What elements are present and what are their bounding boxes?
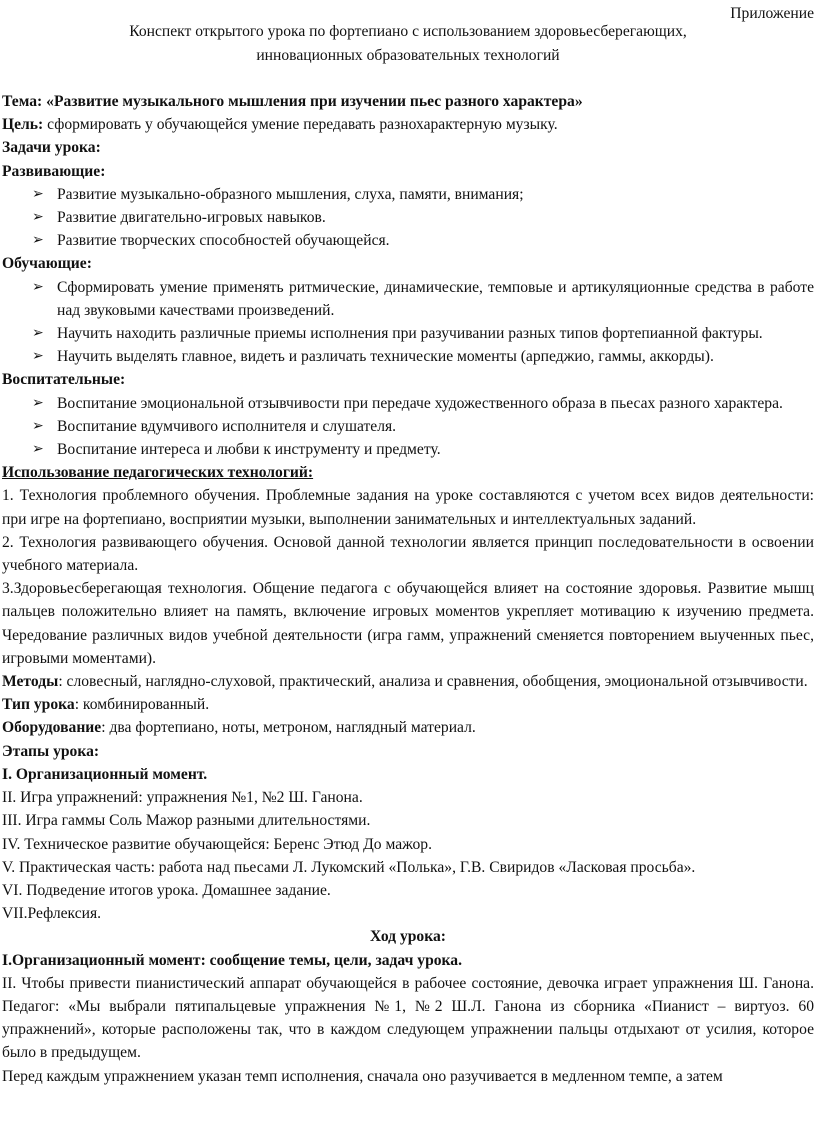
stage-item: III. Игра гаммы Соль Мажор разными длительностями. xyxy=(2,812,371,830)
stages-heading: Этапы урока: xyxy=(2,742,100,760)
title-line-1: Конспект открытого урока по фортепиано с использованием здоровьесберегающих, xyxy=(129,23,687,40)
topic-label: Тема: xyxy=(2,93,43,110)
technology-paragraph-2: 2. Технология развивающего обучения. Основой данной технологии является принцип последовательности в освоении учебного материала. xyxy=(2,533,814,575)
developing-heading: Развивающие: xyxy=(2,162,106,180)
technology-paragraph-1: 1. Технология проблемного обучения. Проблемные задания на уроке составляются с учетом всех видов деятельности: при игре на фортепиано, восприятии музыки, выполнении занимательных и интеллектуальных заданий. xyxy=(2,487,814,528)
course-paragraph-1: II. Чтобы привести пианистический аппарат обучающейся в рабочее состояние, девочка играет упражнения Ш. Ганона. Педагог: «Мы выбрали пятипальцевые упражнения №1, №2 Ш.Л. Ганона из сборника «Пианист – виртуоз. 60 упражнений», которые расположены так, что в каждом следующем упражнении пальцы отдыхают от усилия, которое было в предыдущем. xyxy=(2,974,814,1062)
list-item: ➢ Научить выделять главное, видеть и различать технические моменты (арпеджио, гаммы, аккорды). xyxy=(2,345,814,368)
course-heading: Ход урока: xyxy=(370,928,446,946)
upbringing-heading: Воспитательные: xyxy=(2,371,126,389)
course-stage-1: I.Организационный момент: сообщение темы, цели, задач урока. xyxy=(2,951,462,969)
lesson-type-text: : комбинированный. xyxy=(74,696,210,714)
arrow-bullet-icon: ➢ xyxy=(32,441,44,458)
lesson-type-label: Тип урока xyxy=(2,696,75,714)
stage-1: I. Организационный момент. xyxy=(2,765,208,783)
document-title xyxy=(0,20,816,67)
list-item: ➢ Научить находить различные приемы исполнения при разучивании разных типов фортепианной фактуры. xyxy=(2,322,814,345)
stage-item: IV. Техническое развитие обучающейся: Беренс Этюд До мажор. xyxy=(2,835,432,853)
topic-line xyxy=(2,90,814,113)
methods-label: Методы xyxy=(2,673,59,691)
arrow-bullet-icon: ➢ xyxy=(32,325,44,342)
list-item: ➢ Воспитание интереса и любви к инструменту и предмету. xyxy=(2,438,814,461)
teaching-list xyxy=(2,276,814,369)
equipment-text: : два фортепиано, ноты, метроном, наглядный материал. xyxy=(101,719,476,737)
course-paragraph-2: Перед каждым упражнением указан темп исполнения, сначала оно разучивается в медленном темпе, а затем xyxy=(2,1067,723,1085)
arrow-bullet-icon: ➢ xyxy=(32,394,44,411)
equipment-label: Оборудование xyxy=(2,719,102,737)
arrow-bullet-icon: ➢ xyxy=(32,417,44,434)
lesson-type-line xyxy=(2,693,814,716)
title-line-2: инновационных образовательных технологий xyxy=(256,46,560,64)
equipment-line xyxy=(2,716,814,739)
stage-item: VII.Рефлексия. xyxy=(2,905,102,923)
stage-item: II. Игра упражнений: упражнения №1, №2 Ш. Ганона. xyxy=(2,789,363,807)
arrow-bullet-icon: ➢ xyxy=(32,232,44,249)
developing-list xyxy=(2,183,814,253)
methods-line xyxy=(2,670,814,693)
upbringing-list xyxy=(2,392,814,462)
list-item: ➢ Сформировать умение применять ритмические, динамические, темповые и артикуляционные средства в работе над звуковыми качествами произведений. xyxy=(2,276,814,322)
arrow-bullet-icon: ➢ xyxy=(32,209,44,226)
goal-text: сформировать у обучающейся умение передавать разнохарактерную музыку. xyxy=(43,116,558,134)
technologies-heading: Использование педагогических технологий: xyxy=(2,464,314,482)
list-item: ➢ Развитие творческих способностей обучающейся. xyxy=(2,229,814,252)
goal-label: Цель: xyxy=(2,116,44,134)
tasks-heading: Задачи урока: xyxy=(2,139,101,157)
list-item: ➢ Воспитание эмоциональной отзывчивости при передаче художественного образа в пьесах разного характера. xyxy=(2,392,814,415)
stage-item: VI. Подведение итогов урока. Домашнее задание. xyxy=(2,881,331,899)
arrow-bullet-icon: ➢ xyxy=(32,278,44,295)
topic-text: «Развитие музыкального мышления при изучении пьес разного характера» xyxy=(46,93,583,110)
arrow-bullet-icon: ➢ xyxy=(32,348,44,365)
appendix-label: Приложение xyxy=(730,5,814,22)
document-body xyxy=(2,90,814,1088)
list-item: ➢ Воспитание вдумчивого исполнителя и слушателя. xyxy=(2,415,814,438)
list-item: ➢ Развитие музыкально-образного мышления, слуха, памяти, внимания; xyxy=(2,183,814,206)
arrow-bullet-icon: ➢ xyxy=(32,185,44,202)
teaching-heading: Обучающие: xyxy=(2,255,92,273)
goal-line xyxy=(2,113,814,136)
technology-paragraph-3: 3.Здоровьесберегающая технология. Общение педагога с обучающейся влияет на состояние здоровья. Развитие мышц пальцев положительно влияет на память, включение игровых моментов укрепляет мотивацию к изучению предмета. Чередование различных видов учебной деятельности (игра гамм, упражнений сменяется повторением выученных пьес, игровыми моментами). xyxy=(2,580,814,667)
stage-item: V. Практическая часть: работа над пьесами Л. Лукомский «Полька», Г.В. Свиридов «Ласковая просьба». xyxy=(2,858,696,876)
list-item: ➢ Развитие двигательно-игровых навыков. xyxy=(2,206,814,229)
methods-text: : словесный, наглядно-слуховой, практический, анализа и сравнения, обобщения, эмоциональной отзывчивости. xyxy=(58,673,808,691)
